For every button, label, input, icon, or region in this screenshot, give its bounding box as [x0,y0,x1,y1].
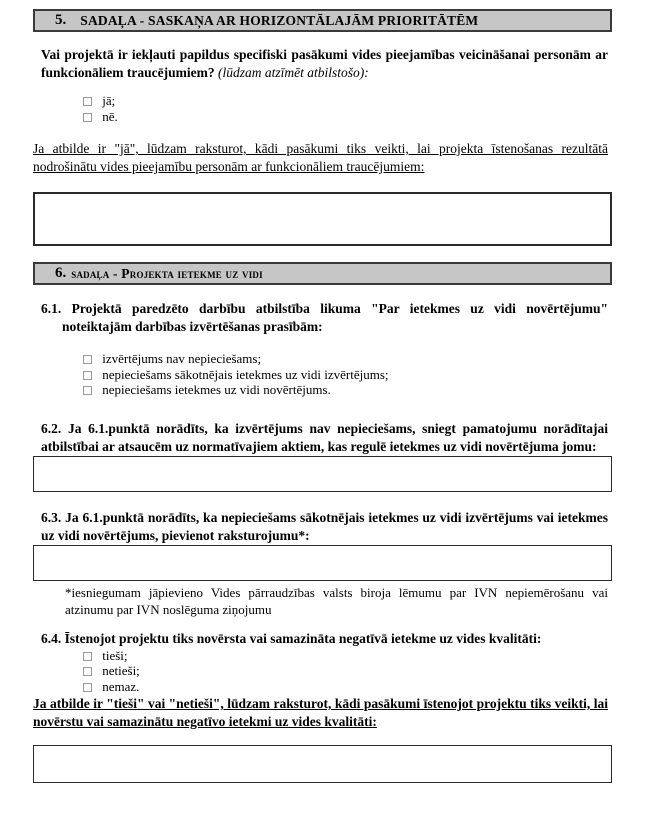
q63-footnote: *iesniegumam jāpievieno Vides pārraudzības valsts biroja lēmumu par IVN nepiemērošanu vai atzinumu par IVN noslēguma ziņojumu [65,584,608,617]
q64-options [83,648,612,695]
checkbox-label: nepieciešams ietekmes uz vidi novērtējums. [102,382,331,397]
section5-header-title: SADAĻA - SASKAŅA AR HORIZONTĀLAJĀM PRIORITĀTĒM [80,12,479,28]
q61-paragraph [41,300,608,336]
q64-answer-box[interactable] [33,745,612,783]
q63-text: Ja 6.1.punktā norādīts, ka nepieciešams sākotnējais ietekmes uz vidi izvērtējums vai ietekmes uz vidi novērtējums, pievienot raksturojumu*: [41,509,609,543]
section5-header-number: 5. [55,12,67,28]
q62-paragraph [41,420,608,456]
q63-number: 6.3. [41,509,62,525]
checkbox-option-netiesi[interactable] [83,663,612,679]
checkbox-icon[interactable] [83,371,92,380]
q62-number: 6.2. [41,420,62,436]
q63-answer-box[interactable] [33,545,612,581]
q63-paragraph [41,509,608,545]
q61-options [83,351,612,398]
q64-number: 6.4. [41,630,62,646]
checkbox-label: izvērtējums nav nepieciešams; [102,351,262,366]
section5-options [83,93,612,124]
checkbox-icon[interactable] [83,113,92,122]
checkbox-icon[interactable] [83,683,92,692]
section6-header-number: 6. [55,265,67,281]
checkbox-option-sakotnejais-izvertejums[interactable] [83,367,612,383]
checkbox-icon[interactable] [83,667,92,676]
q61-number: 6.1. [41,301,62,316]
q62-text: Ja 6.1.punktā norādīts, ka izvērtējums nav nepieciešams, sniegt pamatojumu norādītajai atbilstībai ar atsaucēm uz normatīvajiem aktiem, kas regulē ietekmes uz vidi novērtējuma jomu: [41,420,609,454]
q64-text: Īstenojot projektu tiks novērsta vai samazināta negatīvā ietekme uz vides kvalitāti: [64,630,542,646]
section5-header [33,9,612,32]
q64-paragraph [41,630,608,648]
checkbox-option-nemaz[interactable] [83,679,612,695]
checkbox-option-ne[interactable] [83,109,612,125]
checkbox-label: jā; [102,93,116,108]
checkbox-option-tiesi[interactable] [83,648,612,664]
section6-header-title: sadaļa - Projekta ietekme uz vidi [71,265,263,281]
checkbox-option-izvertejums-nav[interactable] [83,351,612,367]
q61-text: Projektā paredzēto darbību atbilstība likuma "Par ietekmes uz vidi novērtējumu" noteiktajām darbības izvērtēšanas prasībām: [62,301,609,334]
checkbox-icon[interactable] [83,386,92,395]
section5-answer-box[interactable] [33,192,612,246]
q64-note: Ja atbilde ir "tieši" vai "netieši", lūdzam raksturot, kādi pasākumi īstenojot projektu tiks veikti, lai novērstu vai samazinātu negatīvo ietekmi uz vides kvalitāti: [33,696,608,729]
checkbox-option-novertejums[interactable] [83,382,612,398]
section5-question-text: Vai projektā ir iekļauti papildus specifiski pasākumi vides pieejamības veicināšanai personām ar funkcionāliem traucējumiem? [41,47,608,80]
checkbox-label: tieši; [102,647,128,663]
q62-answer-box[interactable] [33,456,612,492]
checkbox-option-ja[interactable] [83,93,612,109]
checkbox-label: nē. [102,108,118,124]
checkbox-label: netieši; [102,663,140,678]
section5-question-hint: (lūdzam atzīmēt atbilstošo): [217,65,369,80]
checkbox-icon[interactable] [83,652,92,661]
checkbox-icon[interactable] [83,355,92,364]
checkbox-label: nepieciešams sākotnējais ietekmes uz vidi izvērtējums; [102,366,389,382]
section5-question [41,46,608,82]
checkbox-icon[interactable] [83,97,92,106]
section6-header [33,262,612,285]
checkbox-label: nemaz. [102,678,140,694]
section5-note: Ja atbilde ir "jā", lūdzam raksturot, kādi pasākumi tiks veikti, lai projekta īstenošanas rezultātā nodrošinātu vides pieejamību personām ar funkcionāliem traucējumiem: [33,141,608,174]
